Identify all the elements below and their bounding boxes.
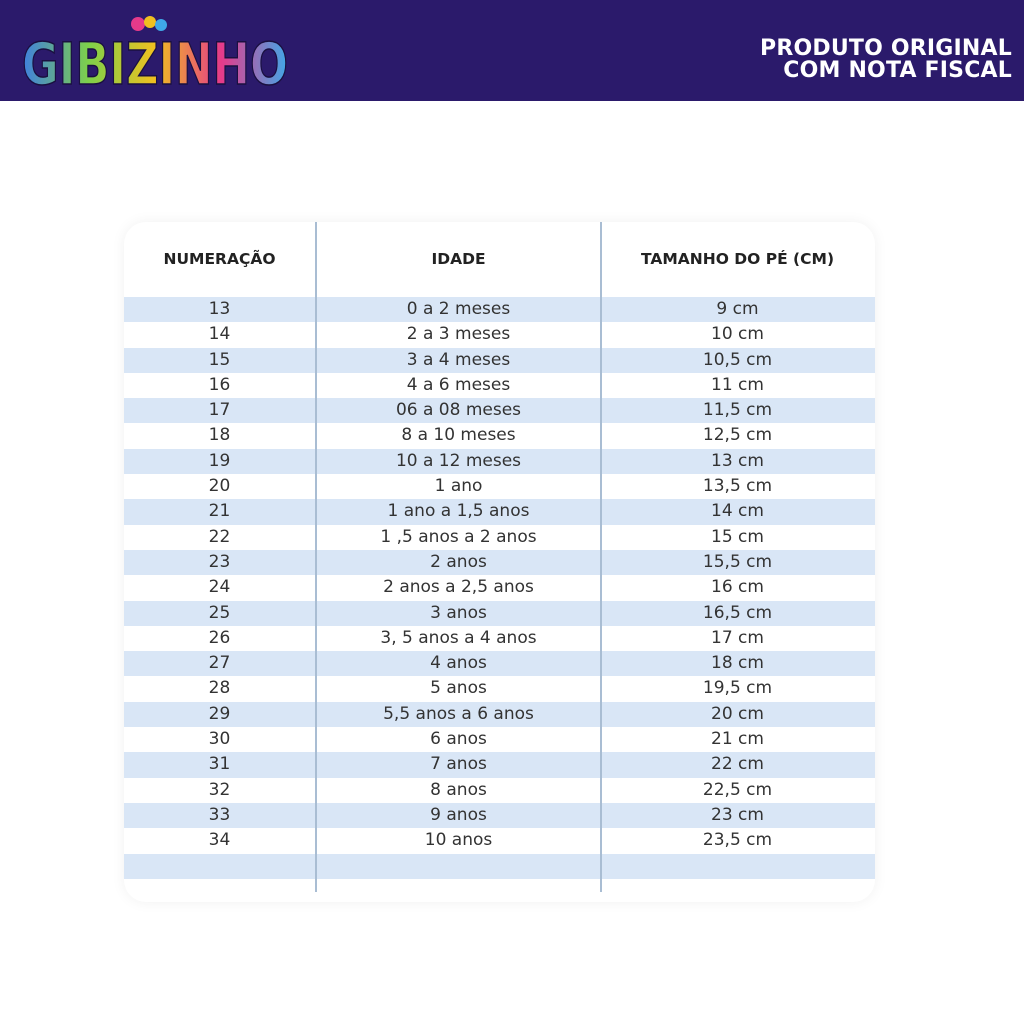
cell-numeracao: 23: [208, 551, 231, 572]
column-divider-2: [600, 222, 602, 892]
cell-tamanho: 16,5 cm: [702, 602, 773, 623]
cell-tamanho: 15 cm: [711, 526, 764, 547]
cell-tamanho: 23,5 cm: [702, 830, 773, 851]
cell-tamanho: 15,5 cm: [702, 551, 773, 572]
table-row: [124, 423, 875, 448]
cell-idade: 8 a 10 meses: [401, 425, 516, 446]
table-row: [124, 727, 875, 752]
cell-numeracao: 15: [208, 349, 231, 370]
cell-numeracao: 17: [208, 400, 231, 421]
cell-numeracao: 19: [208, 450, 231, 471]
cell-tamanho: 19,5 cm: [702, 678, 773, 699]
cell-idade: 4 anos: [430, 653, 487, 674]
table-row: [124, 348, 875, 373]
header-tamanho-pe: TAMANHO DO PÉ (CM): [640, 250, 835, 268]
cell-numeracao: 31: [208, 754, 231, 775]
cell-tamanho: 10,5 cm: [702, 349, 773, 370]
cell-numeracao: 32: [208, 779, 231, 800]
cell-idade: 1 ano a 1,5 anos: [387, 501, 530, 522]
cell-tamanho: 12,5 cm: [702, 425, 773, 446]
cell-idade: 1 ,5 anos a 2 anos: [380, 526, 537, 547]
cell-idade: 5 anos: [430, 678, 487, 699]
cell-tamanho: 13,5 cm: [702, 476, 773, 497]
cell-numeracao: 25: [208, 602, 231, 623]
size-table-rows: [124, 297, 875, 879]
cell-numeracao: 27: [208, 653, 231, 674]
cell-tamanho: 13 cm: [711, 450, 764, 471]
cell-numeracao: 14: [208, 324, 231, 345]
cell-numeracao: 29: [208, 703, 231, 724]
cell-tamanho: 23 cm: [711, 804, 764, 825]
cell-idade: 2 anos: [430, 551, 487, 572]
cell-tamanho: 21 cm: [711, 729, 764, 750]
table-row: [124, 525, 875, 550]
table-row: [124, 601, 875, 626]
table-row: [124, 398, 875, 423]
table-row: [124, 575, 875, 600]
table-row: [124, 676, 875, 701]
table-row: [124, 854, 875, 879]
cell-idade: 3 a 4 meses: [406, 349, 511, 370]
top-banner: [0, 0, 1024, 101]
column-divider-1: [315, 222, 317, 892]
cell-idade: 5,5 anos a 6 anos: [383, 703, 534, 724]
table-row: [124, 550, 875, 575]
cell-idade: 2 anos a 2,5 anos: [383, 577, 534, 598]
cell-numeracao: 18: [208, 425, 231, 446]
cell-idade: 06 a 08 meses: [395, 400, 522, 421]
cell-numeracao: 24: [208, 577, 231, 598]
table-row: [124, 626, 875, 651]
cell-numeracao: 16: [208, 374, 231, 395]
cell-tamanho: 10 cm: [711, 324, 764, 345]
cell-tamanho: 14 cm: [711, 501, 764, 522]
table-row: [124, 803, 875, 828]
cell-idade: 3, 5 anos a 4 anos: [380, 627, 537, 648]
cell-tamanho: 22,5 cm: [702, 779, 773, 800]
cell-numeracao: 34: [208, 830, 231, 851]
banner-text: [760, 38, 1012, 82]
cell-tamanho: 11 cm: [711, 374, 764, 395]
table-row: [124, 449, 875, 474]
table-row: [124, 778, 875, 803]
cell-tamanho: 17 cm: [711, 627, 764, 648]
svg-text:GIBIZINHO: GIBIZINHO: [22, 30, 288, 98]
cell-idade: 2 a 3 meses: [406, 324, 511, 345]
header-idade: IDADE: [431, 250, 486, 268]
cell-idade: 9 anos: [430, 804, 487, 825]
cell-numeracao: 20: [208, 476, 231, 497]
cell-tamanho: 18 cm: [711, 653, 764, 674]
table-row: [124, 373, 875, 398]
cell-idade: 10 a 12 meses: [395, 450, 522, 471]
cell-numeracao: 33: [208, 804, 231, 825]
cell-numeracao: 13: [208, 299, 231, 319]
table-row: [124, 297, 875, 322]
cell-idade: 1 ano: [434, 476, 483, 497]
cell-idade: 7 anos: [430, 754, 487, 775]
table-row: [124, 828, 875, 853]
table-row: [124, 322, 875, 347]
table-row: [124, 702, 875, 727]
header-numeracao: NUMERAÇÃO: [163, 250, 276, 268]
cell-idade: 0 a 2 meses: [406, 299, 511, 319]
cell-tamanho: 20 cm: [711, 703, 764, 724]
cell-tamanho: 22 cm: [711, 754, 764, 775]
cell-tamanho: 16 cm: [711, 577, 764, 598]
table-row: [124, 752, 875, 777]
table-row: [124, 474, 875, 499]
cell-idade: 3 anos: [430, 602, 487, 623]
cell-numeracao: 30: [208, 729, 231, 750]
table-row: [124, 499, 875, 524]
table-row: [124, 651, 875, 676]
cell-idade: 10 anos: [424, 830, 493, 851]
brand-logo: [18, 10, 293, 98]
cell-tamanho: 9 cm: [716, 299, 759, 319]
banner-line-1: PRODUTO ORIGINAL: [760, 36, 1012, 61]
cell-idade: 8 anos: [430, 779, 487, 800]
cell-idade: 4 a 6 meses: [406, 374, 511, 395]
cell-numeracao: 28: [208, 678, 231, 699]
cell-numeracao: 26: [208, 627, 231, 648]
cell-tamanho: 11,5 cm: [702, 400, 773, 421]
cell-numeracao: 22: [208, 526, 231, 547]
banner-line-2: COM NOTA FISCAL: [783, 58, 1012, 83]
cell-numeracao: 21: [208, 501, 231, 522]
cell-idade: 6 anos: [430, 729, 487, 750]
